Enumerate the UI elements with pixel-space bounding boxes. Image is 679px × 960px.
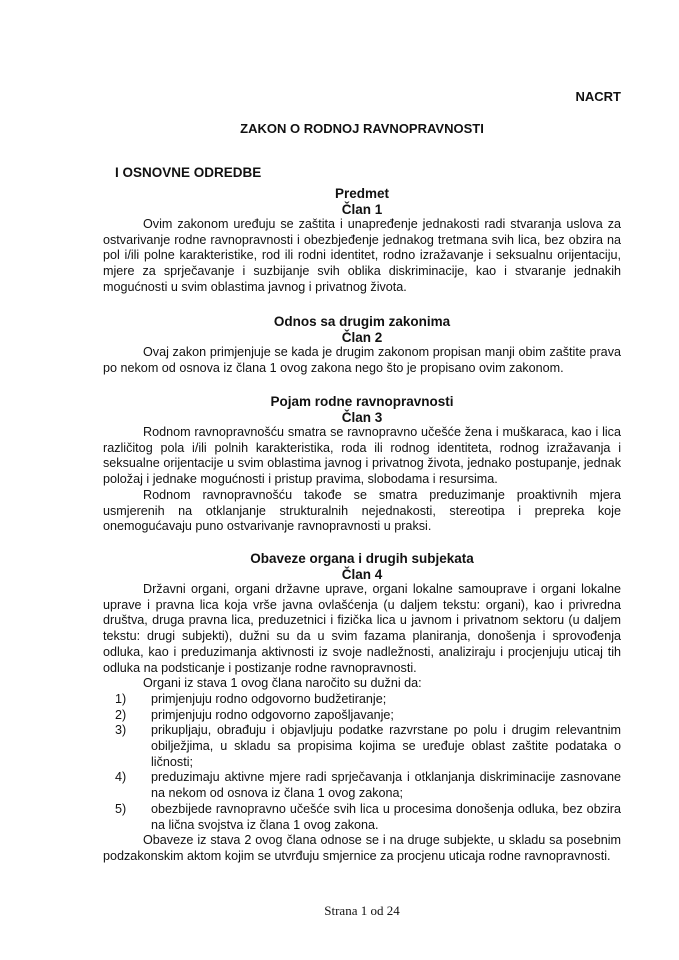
list-number: 4) — [115, 770, 127, 785]
list-text: primjenjuju rodno odgovorno zapošljavanje; — [151, 707, 394, 722]
article-4 — [103, 551, 621, 865]
paragraph: Organi iz stava 1 ovog člana naročito su dužni da: — [143, 676, 422, 691]
list-text: obezbijede ravnopravno učešće svih lica u procesima donošenja odluka, bez obzira na lična svojstva iz člana 1 ovog zakona. — [151, 801, 621, 832]
list-number: 1) — [115, 691, 127, 706]
paragraph: Ovaj zakon primjenjuje se kada je drugim zakonom propisan manji obim zaštite prava po nekom od osnova iz člana 1 ovog zakona nego što je propisano ovim zakonom. — [103, 345, 621, 375]
list-item — [115, 692, 621, 708]
article-number: Član 1 — [341, 201, 383, 217]
article-number: Član 4 — [341, 566, 383, 582]
paragraph: Rodnom ravnopravnošću takođe se smatra preduzimanje proaktivnih mjera usmjerenih na otklanjanje strukturalnih nejednakosti, stereotipa i prepreka koje onemogućavaju puno ostvarivanje ravnopravnosti u praksi. — [103, 487, 621, 534]
article-heading: Pojam rodne ravnopravnosti — [270, 394, 454, 409]
article-number: Član 3 — [341, 409, 383, 425]
page-number: Strana 1 od 24 — [324, 903, 400, 918]
paragraph: Obaveze iz stava 2 ovog člana odnose se i na druge subjekte, u skladu sa posebnim podzakonskim aktom kojim se utvrđuju smjernice za procjenu uticaja rodne ravnopravnosti. — [103, 833, 621, 863]
list-number: 3) — [115, 723, 127, 738]
chapter-heading: I OSNOVNE ODREDBE — [115, 165, 262, 180]
article-number: Član 2 — [341, 329, 383, 345]
paragraph: Ovim zakonom uređuju se zaštita i unapređenje jednakosti radi stvaranja uslova za ostvarivanje rodne ravnopravnosti i obezbjeđenje jednakog tretmana svih lica, bez obzira na pol i/ili polne karakteristike, rod ili rodni identitet, rodno izražavanje i seksualnu orijentaciju, mjere za sprječavanje i suzbijanje svih oblika diskriminacije, kao i stvaranje jednakih mogućnosti u svim oblastima javnog i privatnog života. — [103, 217, 621, 294]
list-text: primjenjuju rodno odgovorno budžetiranje; — [151, 691, 387, 706]
list-item — [115, 770, 621, 801]
list-item — [115, 802, 621, 833]
article-3 — [103, 394, 621, 535]
list-item — [115, 723, 621, 770]
paragraph: Rodnom ravnopravnošću smatra se ravnopravno učešće žena i muškaraca, kao i lica različitog pola i/ili polnih karakteristika, roda ili rodnog identiteta, rodnog izražavanja i seksualne orijentacije u svim oblastima javnog i privatnog života, jednako postupanje, jednak položaj i jednake mogućnosti i pristup pravima, slobodama i resursima. — [103, 425, 621, 487]
list-text: preduzimaju aktivne mjere radi sprječavanja i otklanjanja diskriminacije zasnovane na nekom od osnova iz člana 1 ovog zakona; — [151, 770, 621, 801]
law-title: ZAKON O RODNOJ RAVNOPRAVNOSTI — [240, 121, 484, 136]
paragraph: Državni organi, organi državne uprave, organi lokalne samouprave i organi lokalne uprave i pravna lica koja vrše javna ovlašćenja (u daljem tekstu: organi), kao i privredna društva, druga pravna lica, preduzetnici i fizička lica u javnom i privatnom sektoru (u daljem tekstu: drugi subjekti), dužni su da u svim fazama planiranja, donošenja i sprovođenja odluka, kao i preduzimanja aktivnosti iz svoje nadležnosti, analiziraju i procjenjuju uticaj tih odluka na podsticanje i postizanje rodne ravnopravnosti. — [103, 582, 621, 675]
article-heading: Odnos sa drugim zakonima — [273, 314, 451, 329]
article-1 — [103, 186, 621, 296]
list-item — [115, 708, 621, 724]
list-number: 5) — [115, 801, 127, 816]
article-heading: Predmet — [334, 186, 390, 201]
list-number: 2) — [115, 707, 127, 722]
list-text: prikupljaju, obrađuju i objavljuju podatke razvrstane po polu i drugim relevantnim obilježjima, u skladu sa propisima kojima se uređuje oblast zaštite podataka o ličnosti; — [151, 723, 621, 769]
article-heading: Obaveze organa i drugih subjekata — [250, 551, 474, 566]
obligations-list — [103, 692, 621, 833]
article-2 — [103, 314, 621, 376]
draft-label: NACRT — [575, 89, 621, 104]
